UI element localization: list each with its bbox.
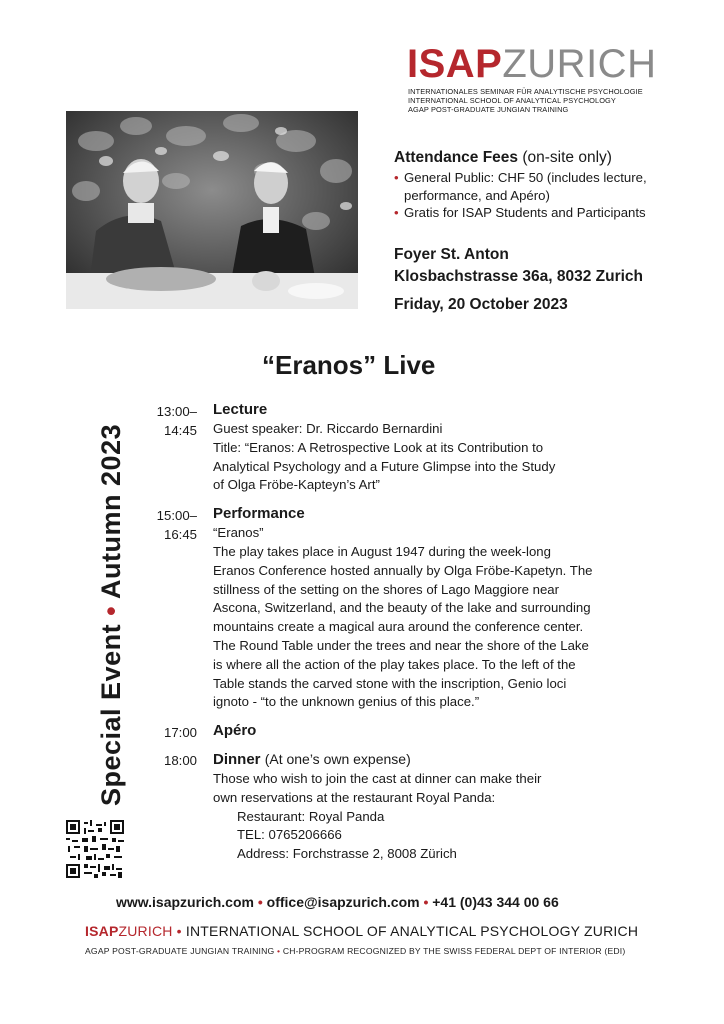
phone-number: +41 (0)43 344 00 66 [432, 894, 559, 910]
side-banner-event: Special Event [96, 623, 126, 806]
logo-line-3: AGAP POST-GRADUATE JUNGIAN TRAINING [408, 105, 569, 114]
lecture-title-line-2: Analytical Psychology and a Future Glimpse into the Study [213, 458, 556, 474]
fees-note: (on-site only) [522, 149, 612, 166]
performance-line-8: Table stands the carved stone with the inscription, Genio loci [213, 675, 567, 691]
dinner-tel: TEL: 0765206666 [237, 827, 342, 843]
apero-heading: Apéro [213, 722, 257, 740]
lecture-title-line-1: Title: “Eranos: A Retrospective Look at its Contribution to [213, 439, 544, 455]
fees-title: Attendance Fees [394, 149, 519, 166]
schedule-performance [128, 504, 688, 712]
dinner-restaurant: Restaurant: Royal Panda [237, 808, 385, 824]
dinner-address: Address: Forchstrasse 2, 8008 Zürich [237, 846, 457, 862]
footer-recognition: CH-PROGRAM RECOGNIZED BY THE SWISS FEDERAL DEPT OF INTERIOR (EDI) [282, 946, 626, 956]
performance-heading: Performance [213, 505, 305, 523]
isap-zurich-logo [407, 44, 656, 84]
footer-zurich: ZURICH [118, 923, 173, 939]
website-link[interactable]: www.isapzurich.com [116, 894, 254, 910]
schedule [128, 400, 688, 864]
performance-line-4: Ascona, Switzerland, and the beauty of the lake and surrounding [213, 600, 591, 616]
fee-item-general: • General Public: CHF 50 (includes lecture, performance, and Apéro) [394, 169, 714, 204]
performance-line-3: stillness of the setting on the shores of Lago Maggiore near [213, 581, 560, 597]
event-title: “Eranos” Live [262, 350, 436, 380]
apero-time: 17:00 [163, 725, 197, 741]
performance-line-1: The play takes place in August 1947 during the week-long [213, 543, 551, 559]
logo-zurich: ZURICH [502, 42, 657, 86]
footer-school-name: INTERNATIONAL SCHOOL OF ANALYTICAL PSYCHOLOGY ZURICH [185, 923, 639, 939]
venue-address: Klosbachstrasse 36a, 8032 Zurich [394, 268, 643, 285]
venue [394, 244, 643, 288]
fees-list [394, 169, 714, 222]
side-banner-bullet: • [96, 605, 126, 616]
dinner-note: (At one’s own expense) [264, 750, 411, 767]
dinner-line-1: Those who wish to join the cast at dinner can make their [213, 770, 542, 786]
dinner-time: 18:00 [163, 752, 197, 768]
fees-heading [394, 149, 714, 167]
performance-subtitle: “Eranos” [213, 525, 264, 541]
dinner-heading-row [213, 749, 688, 770]
qr-code-icon [66, 820, 124, 878]
attendance-fees [394, 149, 714, 222]
eranos-photo [66, 111, 358, 309]
logo-subtitle [408, 87, 643, 114]
side-banner-season: Autumn 2023 [96, 423, 126, 599]
lecture-time: 13:00–14:45 [156, 404, 197, 438]
logo-isap: ISAP [407, 42, 503, 86]
schedule-apero [128, 721, 688, 743]
performance-line-5: mountains create a magical aura around the conference center. [213, 619, 584, 635]
dinner-heading: Dinner [213, 750, 261, 768]
contact-line [116, 894, 559, 910]
lecture-title-line-3: of Olga Fröbe-Kapteyn’s Art” [213, 477, 380, 493]
performance-line-9: ignoto - “to the unknown genius of this place.” [213, 694, 480, 710]
email-link[interactable]: office@isapzurich.com [266, 894, 420, 910]
performance-line-7: is where all the action of the play takes place. To the left of the [213, 656, 576, 672]
lecture-heading: Lecture [213, 401, 268, 418]
contact-bullet-2: • [423, 894, 429, 910]
photo-two-men-at-table [66, 111, 358, 309]
footer-bullet-1: • [176, 923, 182, 939]
contact-bullet-1: • [257, 894, 263, 910]
logo-line-1: INTERNATIONALES SEMINAR FÜR ANALYTISCHE PSYCHOLOGIE [408, 87, 643, 96]
schedule-lecture [128, 400, 688, 495]
lecture-speaker: Guest speaker: Dr. Riccardo Bernardini [213, 421, 443, 436]
venue-name: Foyer St. Anton [394, 246, 509, 263]
qr-code[interactable] [66, 820, 124, 878]
dinner-line-2: own reservations at the restaurant Royal Panda: [213, 789, 496, 805]
logo-line-2: INTERNATIONAL SCHOOL OF ANALYTICAL PSYCHOLOGY [408, 96, 616, 105]
footer-bullet-2: • [277, 946, 281, 956]
fee-item-students: • Gratis for ISAP Students and Participants [394, 204, 714, 222]
footer-school [85, 923, 638, 939]
schedule-dinner [128, 749, 688, 864]
performance-line-6: The Round Table under the trees and near the shore of the Lake [213, 637, 589, 653]
performance-time: 15:00–16:45 [156, 508, 197, 542]
footer-training-name: AGAP POST-GRADUATE JUNGIAN TRAINING [85, 946, 275, 956]
footer-training [85, 946, 625, 956]
performance-line-2: Eranos Conference hosted annually by Olga Fröbe-Kapetyn. The [213, 562, 593, 578]
footer-isap: ISAP [85, 923, 119, 939]
event-date: Friday, 20 October 2023 [394, 296, 568, 313]
side-banner [96, 424, 127, 806]
